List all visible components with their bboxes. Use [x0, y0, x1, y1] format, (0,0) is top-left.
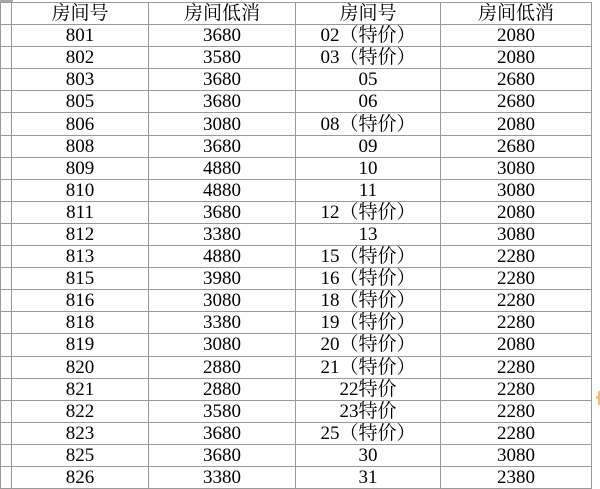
room-number-header: 房间号	[12, 3, 149, 25]
room-number-cell: 822	[12, 400, 149, 422]
min-spend-cell: 3680	[149, 444, 296, 466]
min-spend-cell: 2880	[149, 356, 296, 378]
min-spend-cell: 2280	[441, 312, 592, 334]
gutter-cell	[1, 135, 12, 157]
table-row	[1, 246, 592, 268]
room-number-cell: 19（特价）	[296, 312, 441, 334]
gutter-cell	[1, 47, 12, 69]
room-number-cell: 30	[296, 444, 441, 466]
min-spend-cell: 4880	[149, 246, 296, 268]
min-spend-cell: 3380	[149, 312, 296, 334]
room-number-cell: 805	[12, 91, 149, 113]
min-spend-cell: 2280	[441, 246, 592, 268]
min-spend-cell: 2280	[441, 268, 592, 290]
min-spend-cell: 2080	[441, 113, 592, 135]
header-row	[1, 3, 592, 25]
min-spend-cell: 3680	[149, 25, 296, 47]
room-number-cell: 11	[296, 179, 441, 201]
gutter-header-cell	[1, 3, 12, 25]
room-number-cell: 801	[12, 25, 149, 47]
table-row	[1, 400, 592, 422]
min-spend-cell: 3080	[441, 179, 592, 201]
table-row	[1, 356, 592, 378]
table-row	[1, 69, 592, 91]
min-spend-header: 房间低消	[441, 3, 592, 25]
table-row	[1, 113, 592, 135]
gutter-cell	[1, 334, 12, 356]
gutter-cell	[1, 444, 12, 466]
room-price-table	[0, 2, 592, 489]
min-spend-cell: 3380	[149, 223, 296, 245]
room-number-cell: 25（特价）	[296, 422, 441, 444]
table-row	[1, 268, 592, 290]
room-number-cell: 819	[12, 334, 149, 356]
min-spend-cell: 2680	[441, 91, 592, 113]
min-spend-cell: 2080	[441, 47, 592, 69]
table-row	[1, 312, 592, 334]
table-header	[1, 3, 592, 25]
room-number-cell: 816	[12, 290, 149, 312]
room-number-cell: 825	[12, 444, 149, 466]
table-row	[1, 444, 592, 466]
room-number-cell: 22特价	[296, 378, 441, 400]
min-spend-cell: 2280	[441, 422, 592, 444]
room-number-cell: 21（特价）	[296, 356, 441, 378]
gutter-cell	[1, 400, 12, 422]
room-number-cell: 15（特价）	[296, 246, 441, 268]
gutter-cell	[1, 312, 12, 334]
table-row	[1, 466, 592, 488]
min-spend-cell: 2880	[149, 378, 296, 400]
room-number-cell: 02（特价）	[296, 25, 441, 47]
min-spend-cell: 2680	[441, 69, 592, 91]
table-row	[1, 378, 592, 400]
min-spend-cell: 3080	[149, 113, 296, 135]
min-spend-cell: 3980	[149, 268, 296, 290]
min-spend-cell: 3680	[149, 422, 296, 444]
table-row	[1, 179, 592, 201]
min-spend-cell: 4880	[149, 179, 296, 201]
room-number-cell: 813	[12, 246, 149, 268]
room-number-cell: 810	[12, 179, 149, 201]
table-row	[1, 223, 592, 245]
room-number-cell: 16（特价）	[296, 268, 441, 290]
room-number-cell: 815	[12, 268, 149, 290]
room-number-cell: 808	[12, 135, 149, 157]
min-spend-cell: 2080	[441, 25, 592, 47]
room-number-header: 房间号	[296, 3, 441, 25]
room-number-cell: 821	[12, 378, 149, 400]
min-spend-cell: 2080	[441, 334, 592, 356]
gutter-cell	[1, 356, 12, 378]
room-number-cell: 823	[12, 422, 149, 444]
room-number-cell: 08（特价）	[296, 113, 441, 135]
min-spend-cell: 2380	[441, 466, 592, 488]
gutter-cell	[1, 246, 12, 268]
table-row	[1, 290, 592, 312]
min-spend-cell: 3080	[441, 223, 592, 245]
room-number-cell: 826	[12, 466, 149, 488]
room-number-cell: 802	[12, 47, 149, 69]
room-number-cell: 18（特价）	[296, 290, 441, 312]
gutter-cell	[1, 422, 12, 444]
min-spend-cell: 3080	[441, 157, 592, 179]
room-number-cell: 13	[296, 223, 441, 245]
min-spend-cell: 3080	[149, 334, 296, 356]
min-spend-cell: 3680	[149, 135, 296, 157]
gutter-cell	[1, 378, 12, 400]
table-row	[1, 25, 592, 47]
room-number-cell: 12（特价）	[296, 201, 441, 223]
min-spend-cell: 3580	[149, 400, 296, 422]
min-spend-cell: 2280	[441, 378, 592, 400]
room-number-cell: 05	[296, 69, 441, 91]
min-spend-cell: 3680	[149, 69, 296, 91]
gutter-cell	[1, 268, 12, 290]
gutter-cell	[1, 157, 12, 179]
room-number-cell: 820	[12, 356, 149, 378]
min-spend-cell: 2080	[441, 201, 592, 223]
room-number-cell: 06	[296, 91, 441, 113]
room-number-cell: 818	[12, 312, 149, 334]
table-row	[1, 47, 592, 69]
room-number-cell: 03（特价）	[296, 47, 441, 69]
gutter-cell	[1, 69, 12, 91]
min-spend-cell: 3080	[149, 290, 296, 312]
min-spend-cell: 2280	[441, 356, 592, 378]
room-number-cell: 31	[296, 466, 441, 488]
room-number-cell: 806	[12, 113, 149, 135]
min-spend-cell: 3680	[149, 201, 296, 223]
table-row	[1, 157, 592, 179]
gutter-cell	[1, 466, 12, 488]
min-spend-cell: 2680	[441, 135, 592, 157]
min-spend-cell: 3080	[441, 444, 592, 466]
fill-handle-cursor-icon	[596, 391, 600, 405]
room-number-cell: 09	[296, 135, 441, 157]
room-number-cell: 803	[12, 69, 149, 91]
room-number-cell: 23特价	[296, 400, 441, 422]
room-number-cell: 812	[12, 223, 149, 245]
gutter-cell	[1, 223, 12, 245]
min-spend-header: 房间低消	[149, 3, 296, 25]
table-row	[1, 334, 592, 356]
table-row	[1, 91, 592, 113]
gutter-cell	[1, 179, 12, 201]
gutter-cell	[1, 290, 12, 312]
min-spend-cell: 2280	[441, 290, 592, 312]
gutter-cell	[1, 91, 12, 113]
min-spend-cell: 3680	[149, 91, 296, 113]
min-spend-cell: 3580	[149, 47, 296, 69]
room-number-cell: 20（特价）	[296, 334, 441, 356]
room-number-cell: 10	[296, 157, 441, 179]
min-spend-cell: 4880	[149, 157, 296, 179]
table-row	[1, 135, 592, 157]
min-spend-cell: 2280	[441, 400, 592, 422]
table-row	[1, 422, 592, 444]
table-row	[1, 201, 592, 223]
min-spend-cell: 3380	[149, 466, 296, 488]
gutter-cell	[1, 201, 12, 223]
gutter-cell	[1, 25, 12, 47]
table-body	[1, 25, 592, 489]
fill-handle-horizontal-bar	[596, 396, 600, 399]
room-number-cell: 809	[12, 157, 149, 179]
gutter-cell	[1, 113, 12, 135]
room-number-cell: 811	[12, 201, 149, 223]
